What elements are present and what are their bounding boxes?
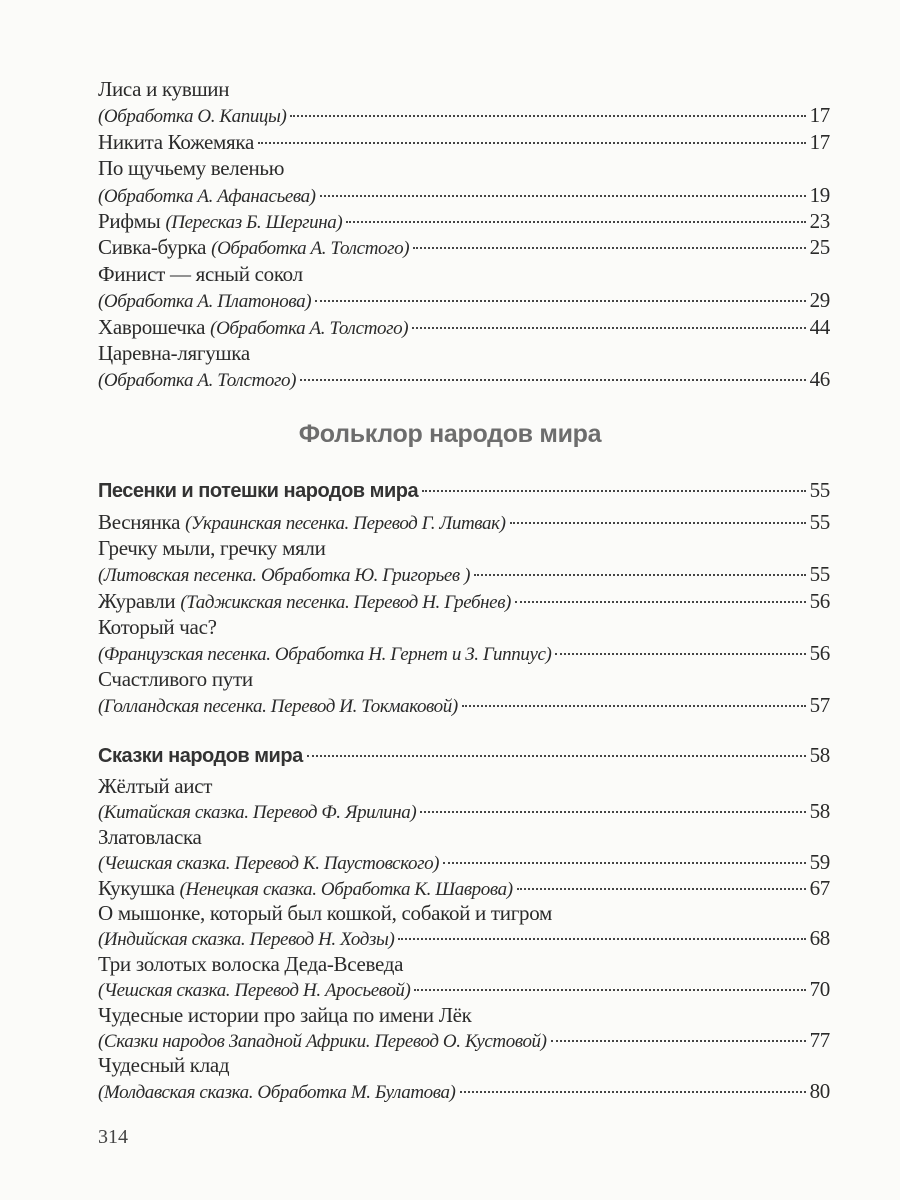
leader-dots [346,221,805,223]
toc-entry[interactable] [98,76,830,129]
page-ref: 55 [809,510,830,534]
page-ref: 44 [809,314,830,339]
entry-title-line [98,614,830,640]
page-ref: 70 [809,977,830,1002]
toc-group-songs [98,509,830,719]
page-ref: 58 [809,799,830,824]
leader-dots [420,811,805,813]
entry-title: Златовласка [98,824,202,849]
toc-section-songs[interactable] [98,477,830,503]
leader-dots [307,755,806,757]
section-title: Сказки народов мира [98,745,303,767]
page-ref: 56 [809,588,830,613]
page-ref: 17 [809,103,830,128]
entry-note: (Пересказ Б. Шергина) [165,211,343,233]
entry-title: Царевна-лягушка [98,340,250,365]
entry-title: Кукушка [98,875,175,900]
entry-title: Сивка-бурка [98,235,207,260]
entry-title-line [98,261,830,287]
entry-title-line [98,76,830,102]
toc-entry[interactable] [98,234,830,260]
entry-note-line [98,850,830,875]
toc-entry[interactable] [98,876,830,901]
page-number: 314 [98,1126,128,1148]
leader-dots [398,938,805,940]
entry-title-line [98,774,830,799]
entry-note: (Обработка А. Толстого) [210,317,409,339]
toc-entry[interactable] [98,340,830,393]
entry-note-line [98,926,830,951]
entry-title: Рифмы [98,208,161,233]
toc-entry[interactable] [98,129,830,155]
entry-title-line [98,535,830,561]
entry-note: (Обработка А. Платонова) [98,291,312,313]
toc-entry[interactable] [98,588,830,614]
page-ref: 55 [809,562,830,587]
entry-note: (Чешская сказка. Перевод К. Паустовского) [98,853,440,875]
toc-entry[interactable] [98,952,830,1003]
leader-dots [414,989,805,991]
entry-note: (Обработка А. Афанасьева) [98,185,316,207]
page-ref: 17 [809,129,830,154]
toc-entry[interactable] [98,509,830,535]
leader-dots [290,115,805,117]
leader-dots [551,1040,806,1042]
toc-entry[interactable] [98,261,830,314]
entry-note-line [98,1079,830,1104]
toc-group-tales [98,774,830,1104]
page-ref: 56 [809,640,830,665]
toc-entry[interactable] [98,535,830,587]
page-ref: 58 [809,743,830,767]
entry-line [98,509,830,535]
toc-entry[interactable] [98,614,830,666]
entry-title: Который час? [98,614,217,639]
page-ref: 80 [809,1078,830,1103]
leader-dots [300,379,806,381]
leader-dots [517,888,806,890]
page-ref: 68 [809,926,830,951]
page-ref: 29 [809,288,830,313]
entry-title-line [98,666,830,692]
entry-title: Жёлтый аист [98,774,213,798]
entry-note: (Французская песенка. Обработка Н. Гернет и З. Гиппиус) [98,643,552,665]
entry-title: По щучьему веленью [98,156,285,181]
entry-title: Журавли [98,588,176,613]
entry-note: (Обработка А. Толстого) [98,370,297,392]
entry-note-line [98,182,830,208]
leader-dots [474,574,806,576]
toc-entry[interactable] [98,825,830,876]
entry-title: Счастливого пути [98,667,253,692]
entry-note: (Ненецкая сказка. Обработка К. Шаврова) [179,878,513,900]
toc-entry[interactable] [98,1053,830,1104]
page-ref: 59 [809,850,830,875]
page-ref: 67 [809,875,830,900]
section-title: Песенки и потешки народов мира [98,480,419,502]
page-ref: 25 [809,235,830,260]
entry-note: (Голландская песенка. Перевод И. Токмаковой) [98,696,458,718]
entry-note-line [98,692,830,718]
toc-section-tales[interactable] [98,742,830,768]
leader-dots [422,490,806,492]
leader-dots [460,1091,806,1093]
entry-note: (Обработка А. Толстого) [211,238,410,260]
entry-note: (Таджикская песенка. Перевод Н. Гребнев) [180,591,511,613]
entry-title: Гречку мыли, гречку мяли [98,536,326,561]
entry-title: Веснянка [98,510,181,534]
entry-title-line [98,155,830,181]
toc-entry[interactable] [98,774,830,825]
entry-note-line [98,561,830,587]
leader-dots [555,653,805,655]
entry-note-line [98,640,830,666]
page-ref: 19 [809,182,830,207]
entry-title: Лиса и кувшин [98,77,230,101]
leader-dots [320,195,806,197]
entry-note-line [98,1028,830,1053]
leader-dots [510,522,806,524]
leader-dots [412,327,805,329]
leader-dots [515,601,806,603]
entry-title: О мышонке, который был кошкой, собакой и тигром [98,900,553,925]
entry-title-line [98,825,830,850]
entry-line [98,129,830,155]
entry-note: (Индийская сказка. Перевод Н. Ходзы) [98,929,395,951]
entry-note: (Сказки народов Западной Африки. Перевод О. Кустовой) [98,1030,547,1052]
entry-title-line [98,901,830,926]
toc-entry[interactable] [98,901,830,952]
entry-line [98,876,830,901]
entry-title: Чудесные истории про зайца по имени Лёк [98,1002,472,1027]
entry-note-line [98,799,830,824]
leader-dots [413,247,805,249]
entry-note-line [98,102,830,128]
entry-line [98,314,830,340]
page-ref: 46 [809,367,830,392]
entry-note: (Китайская сказка. Перевод Ф. Ярилина) [98,802,417,824]
entry-title: Хаврошечка [98,314,206,339]
entry-title-line [98,1003,830,1028]
toc-entry[interactable] [98,314,830,340]
part-title: Фольклор народов мира [298,420,602,448]
entry-note: (Чешская сказка. Перевод Н. Аросьевой) [98,980,411,1002]
entry-line [98,234,830,260]
entry-note: (Обработка О. Капицы) [98,106,287,128]
leader-dots [315,300,805,302]
entry-title: Никита Кожемяка [98,129,254,154]
entry-title: Три золотых волоска Деда-Всеведа [98,951,404,976]
leader-dots [443,862,805,864]
entry-line [98,588,830,614]
entry-note-line [98,366,830,392]
toc-entry[interactable] [98,155,830,208]
entry-line [98,208,830,234]
entry-title-line [98,952,830,977]
toc-entry[interactable] [98,208,830,234]
entry-title: Финист — ясный сокол [98,261,303,286]
toc-entry[interactable] [98,1003,830,1054]
entry-note-line [98,977,830,1002]
page-ref: 55 [809,478,830,502]
entry-title-line [98,1053,830,1078]
entry-note: (Молдавская сказка. Обработка М. Булатова) [98,1081,456,1103]
leader-dots [258,142,806,144]
entry-title: Чудесный клад [98,1053,230,1078]
page-ref: 23 [809,208,830,233]
entry-title-line [98,340,830,366]
toc-group-russian-tales [98,76,830,393]
toc-entry[interactable] [98,666,830,718]
page-ref: 77 [809,1027,830,1052]
page-ref: 57 [809,693,830,718]
entry-note: (Литовская песенка. Обработка Ю. Григорьев ) [98,565,471,587]
entry-note-line [98,287,830,313]
leader-dots [462,705,806,707]
entry-note: (Украинская песенка. Перевод Г. Литвак) [185,513,506,534]
